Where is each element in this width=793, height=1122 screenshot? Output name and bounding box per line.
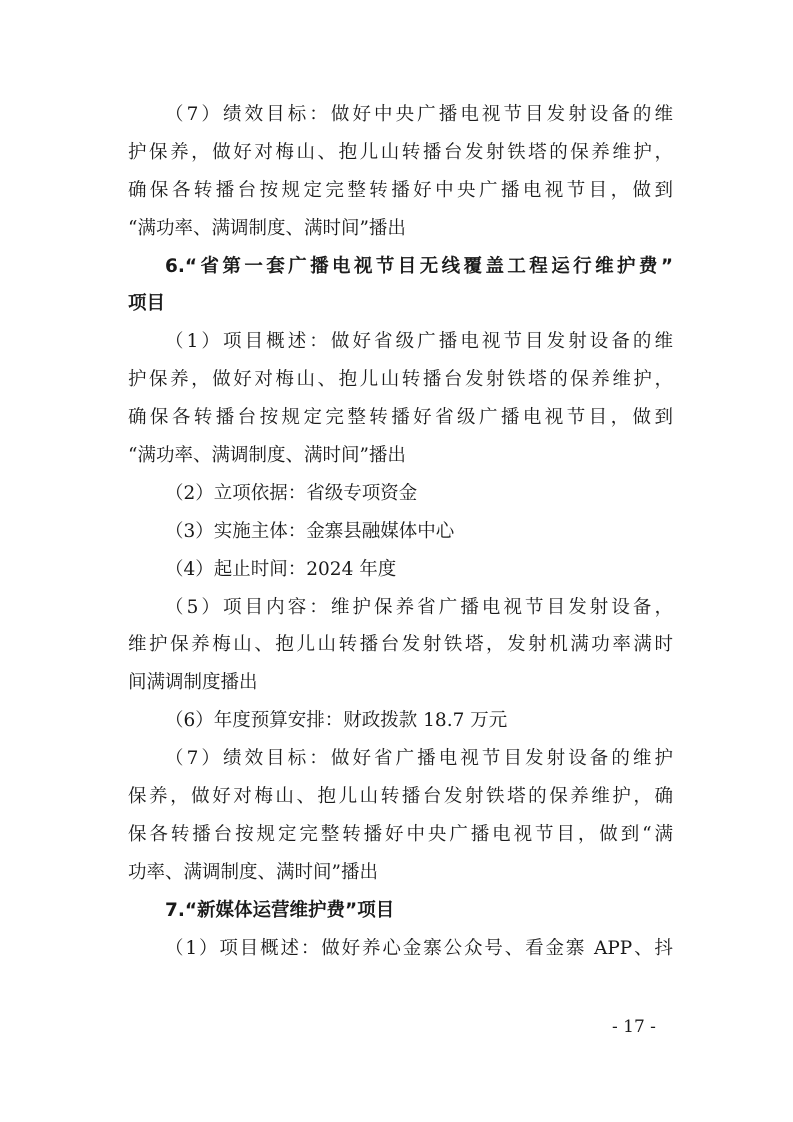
section-heading: 7.“新媒体运营维护费”项目: [165, 899, 395, 921]
paragraph-line: 保各转播台按规定完整转播好中央广播电视节目，做到“满: [128, 823, 673, 845]
paragraph-line: （1）项目概述：做好养心金寨公众号、看金寨 APP、抖: [165, 937, 673, 959]
paragraph-line: 护保养，做好对梅山、抱儿山转播台发射铁塔的保养维护，: [128, 369, 673, 391]
document-body: [128, 96, 673, 967]
page-number: - 17 -: [612, 1017, 656, 1037]
paragraph-line: （6）年度预算安排：财政拨款 18.7 万元: [165, 710, 508, 732]
paragraph-line: “满功率、满调制度、满时间”播出: [128, 445, 406, 467]
paragraph-line: 确保各转播台按规定完整转播好省级广播电视节目，做到: [128, 407, 673, 429]
paragraph-line: （5）项目内容：维护保养省广播电视节目发射设备，: [165, 596, 673, 618]
paragraph-line: （2）立项依据：省级专项资金: [165, 482, 418, 504]
section-heading: 6.“省第一套广播电视节目无线覆盖工程运行维护费”: [165, 255, 673, 277]
paragraph-line: 确保各转播台按规定完整转播好中央广播电视节目，做到: [128, 179, 673, 201]
paragraph-line: （7）绩效目标：做好中央广播电视节目发射设备的维: [165, 104, 673, 125]
paragraph-line: 护保养，做好对梅山、抱儿山转播台发射铁塔的保养维护，: [128, 141, 673, 163]
paragraph-line: “满功率、满调制度、满时间”播出: [128, 217, 406, 239]
section-heading: 项目: [128, 293, 166, 315]
paragraph-line: 保养，做好对梅山、抱儿山转播台发射铁塔的保养维护，确: [128, 786, 673, 808]
paragraph-line: 功率、满调制度、满时间”播出: [128, 861, 378, 883]
paragraph-line: （7）绩效目标：做好省广播电视节目发射设备的维护: [165, 748, 673, 770]
paragraph-line: （1）项目概述：做好省级广播电视节目发射设备的维: [165, 331, 673, 353]
paragraph-line: （3）实施主体：金寨县融媒体中心: [165, 520, 455, 542]
paragraph-line: 维护保养梅山、抱儿山转播台发射铁塔，发射机满功率满时: [128, 634, 673, 656]
paragraph-line: （4）起止时间：2024 年度: [165, 558, 397, 580]
paragraph-line: 间满调制度播出: [128, 672, 258, 694]
